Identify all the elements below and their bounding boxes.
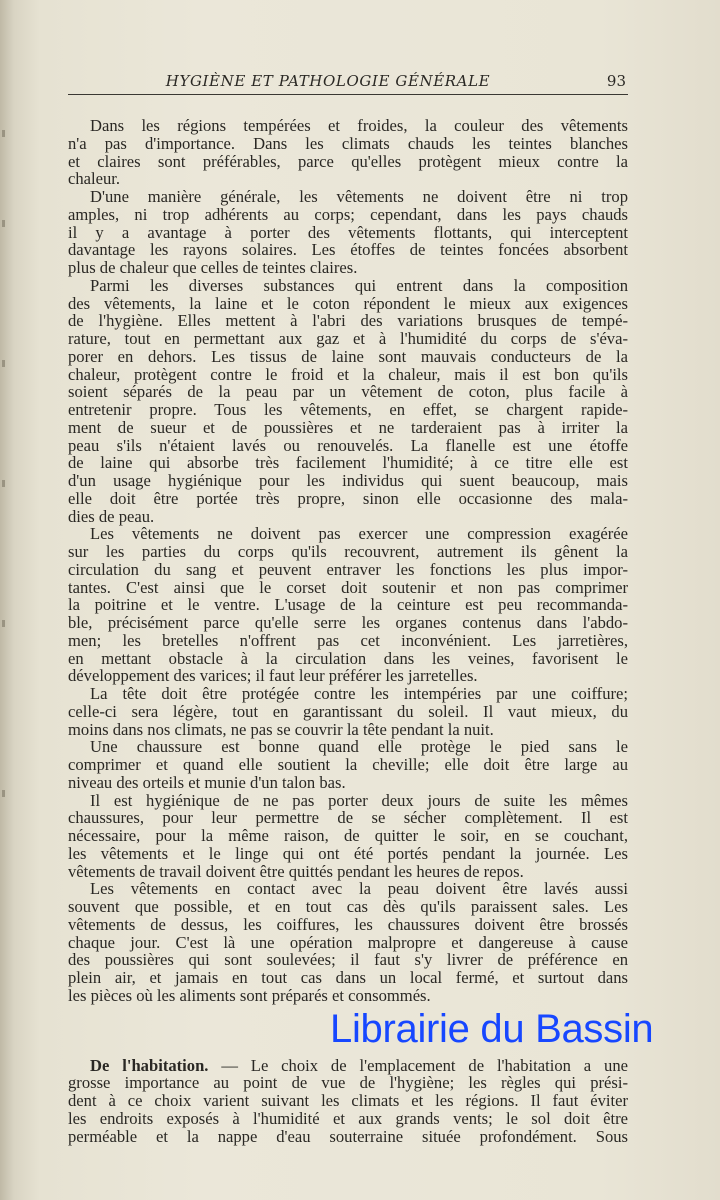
- text-line: et claires sont préférables, parce qu'elles protègent mieux contre la: [68, 151, 628, 171]
- text-line: plus de chaleur que celles de teintes claires.: [68, 258, 358, 277]
- running-title: HYGIÈNE ET PATHOLOGIE GÉNÉRALE: [165, 72, 491, 90]
- text-line: dent à ce choix varient suivant les climats et les régions. Il faut éviter: [68, 1091, 628, 1110]
- text-line: il y a avantage à porter des vêtements flottants, qui interceptent: [68, 222, 628, 242]
- text-line: grosse importance au point de vue de l'hygiène; les règles qui prési-: [68, 1073, 628, 1093]
- text-line: Il est hygiénique de ne pas porter deux jours de suite les mêmes: [90, 790, 628, 810]
- text-line: porer en dehors. Les tissus de laine sont mauvais conducteurs de la: [68, 346, 628, 366]
- text-line: vêtements de dessus, les coiffures, les chaussures doivent être brossés: [68, 914, 628, 934]
- text-line: nécessaire, pour la même raison, de quitter le soir, en se couchant,: [68, 826, 628, 845]
- text-line: dies de peau.: [68, 506, 155, 526]
- text-line: en mettant obstacle à la circulation dans les veines, favorisent le: [68, 648, 628, 668]
- text-line: chaussures, pour leur permettre de se sécher complètement. Il est: [68, 808, 628, 828]
- text-line: de l'hygiène. Elles mettent à l'abri des variations brusques de tempé-: [68, 311, 628, 331]
- text-line: La tête doit être protégée contre les intempéries par une coiffure;: [90, 684, 628, 703]
- text-line: rature, tout en permettant aux gaz et à l'humidité du corps de s'éva-: [68, 329, 628, 348]
- text-line: les pièces où les aliments sont préparés et consommés.: [68, 985, 431, 1005]
- text-line: les endroits exposés à l'humidité et aux grands vents; le sol doit être: [68, 1108, 628, 1128]
- text-line: Une chaussure est bonne quand elle protège le pied sans le: [90, 737, 628, 757]
- text-line: niveau des orteils et munie d'un talon bas.: [68, 772, 346, 792]
- text-line: celle-ci sera légère, tout en garantissant du soleil. Il vaut mieux, du: [68, 701, 628, 721]
- page-body: [68, 117, 628, 1145]
- paragraph: [68, 792, 628, 881]
- text-line: davantage les rayons solaires. Les étoffes de teintes foncées absorbent: [68, 240, 628, 260]
- text-line: comprimer et quand elle soutient la cheville; elle doit être large au: [68, 755, 628, 774]
- text-line: peau s'ils n'étaient lavés ou renouvelés. La flanelle est une étoffe: [68, 435, 628, 455]
- text-line: la poitrine et le ventre. L'usage de la ceinture est peu recommanda-: [68, 595, 628, 615]
- page-header: [68, 70, 628, 95]
- text-line: perméable et la nappe d'eau souterraine située profondément. Sous: [68, 1126, 628, 1146]
- text-line: elle doit être portée très propre, sinon elle occasionne des mala-: [68, 488, 628, 508]
- paragraph: [68, 277, 628, 526]
- text-line: d'un usage hygiénique pour les individus qui suent beaucoup, mais: [68, 471, 628, 490]
- text-line: chaleur, protègent contre le froid et la chaleur, mais il est bon qu'ils: [68, 364, 628, 384]
- page-edge-marks: [0, 100, 10, 1000]
- paragraph: [68, 738, 628, 791]
- text-line: les vêtements et le linge qui ont été portés pendant la journée. Les: [68, 843, 628, 863]
- paragraph: [68, 1057, 628, 1146]
- text-line: ment de sueur et de poussières et ne tarderaient pas à irriter la: [68, 417, 628, 437]
- paragraph: [68, 525, 628, 685]
- text-line: D'une manière générale, les vêtements ne doivent être ni trop: [90, 187, 628, 206]
- text-line: soient séparés de la peau par un vêtement de coton, plus facile à: [68, 382, 628, 402]
- text-line: sur les parties du corps qu'ils recouvrent, autrement ils gênent la: [68, 542, 628, 561]
- text-line: moins dans nos climats, ne pas se couvrir la tête pendant la nuit.: [68, 719, 494, 739]
- text-line: n'a pas d'importance. Dans les climats chauds les teintes blanches: [68, 133, 628, 153]
- text-line: vêtements de travail doivent être quittés pendant les heures de repos.: [68, 861, 524, 881]
- text-line: tantes. C'est ainsi que le corset doit soutenir et non pas comprimer: [68, 577, 628, 597]
- text-line: développement des varices; il faut leur préférer les jarretelles.: [68, 666, 478, 686]
- section-heading: De l'habitation.: [90, 1055, 209, 1075]
- text-line: [68, 1057, 628, 1075]
- text-line: chaleur.: [68, 169, 121, 189]
- text-line: amples, ni trop adhérents au corps; cependant, dans les pays chauds: [68, 204, 628, 224]
- text-line: Les vêtements en contact avec la peau doivent être lavés aussi: [90, 879, 628, 899]
- paragraph: [68, 188, 628, 277]
- page-number: 93: [606, 72, 626, 90]
- text-line: de laine qui absorbe très facilement l'humidité; à ce titre elle est: [68, 453, 628, 473]
- text-line: souvent que possible, et en tout cas dès qu'ils paraissent sales. Les: [68, 897, 628, 916]
- text-line: des poussières qui sont soulevées; il faut s'y livrer de préférence en: [68, 950, 628, 970]
- text-line: des vêtements, la laine et le coton répondent le mieux aux exigences: [68, 293, 628, 313]
- watermark: Librairie du Bassin: [330, 1007, 654, 1051]
- text-line: Parmi les diverses substances qui entrent dans la composition: [90, 275, 628, 295]
- line-text: — Le choix de l'emplacement de l'habitation a une: [208, 1055, 628, 1075]
- text-line: Les vêtements ne doivent pas exercer une compression exagérée: [90, 524, 628, 544]
- paragraph: [68, 880, 628, 1004]
- paragraph: [68, 117, 628, 188]
- text-line: men; les bretelles n'offrent pas cet inconvénient. Les jarretières,: [68, 630, 628, 650]
- text-line: entretenir propre. Tous les vêtements, en effet, se chargent rapide-: [68, 400, 628, 419]
- text-line: Dans les régions tempérées et froides, la couleur des vêtements: [90, 116, 628, 135]
- text-line: plein air, et jamais en tout cas dans un local fermé, et surtout dans: [68, 968, 628, 987]
- text-line: chaque jour. C'est là une opération malpropre et dangereuse à cause: [68, 932, 628, 952]
- paragraph: [68, 685, 628, 738]
- text-line: ble, précisément parce qu'elle serre les organes contenus dans l'abdo-: [68, 613, 628, 632]
- text-line: circulation du sang et peuvent entraver les fonctions les plus impor-: [68, 559, 628, 579]
